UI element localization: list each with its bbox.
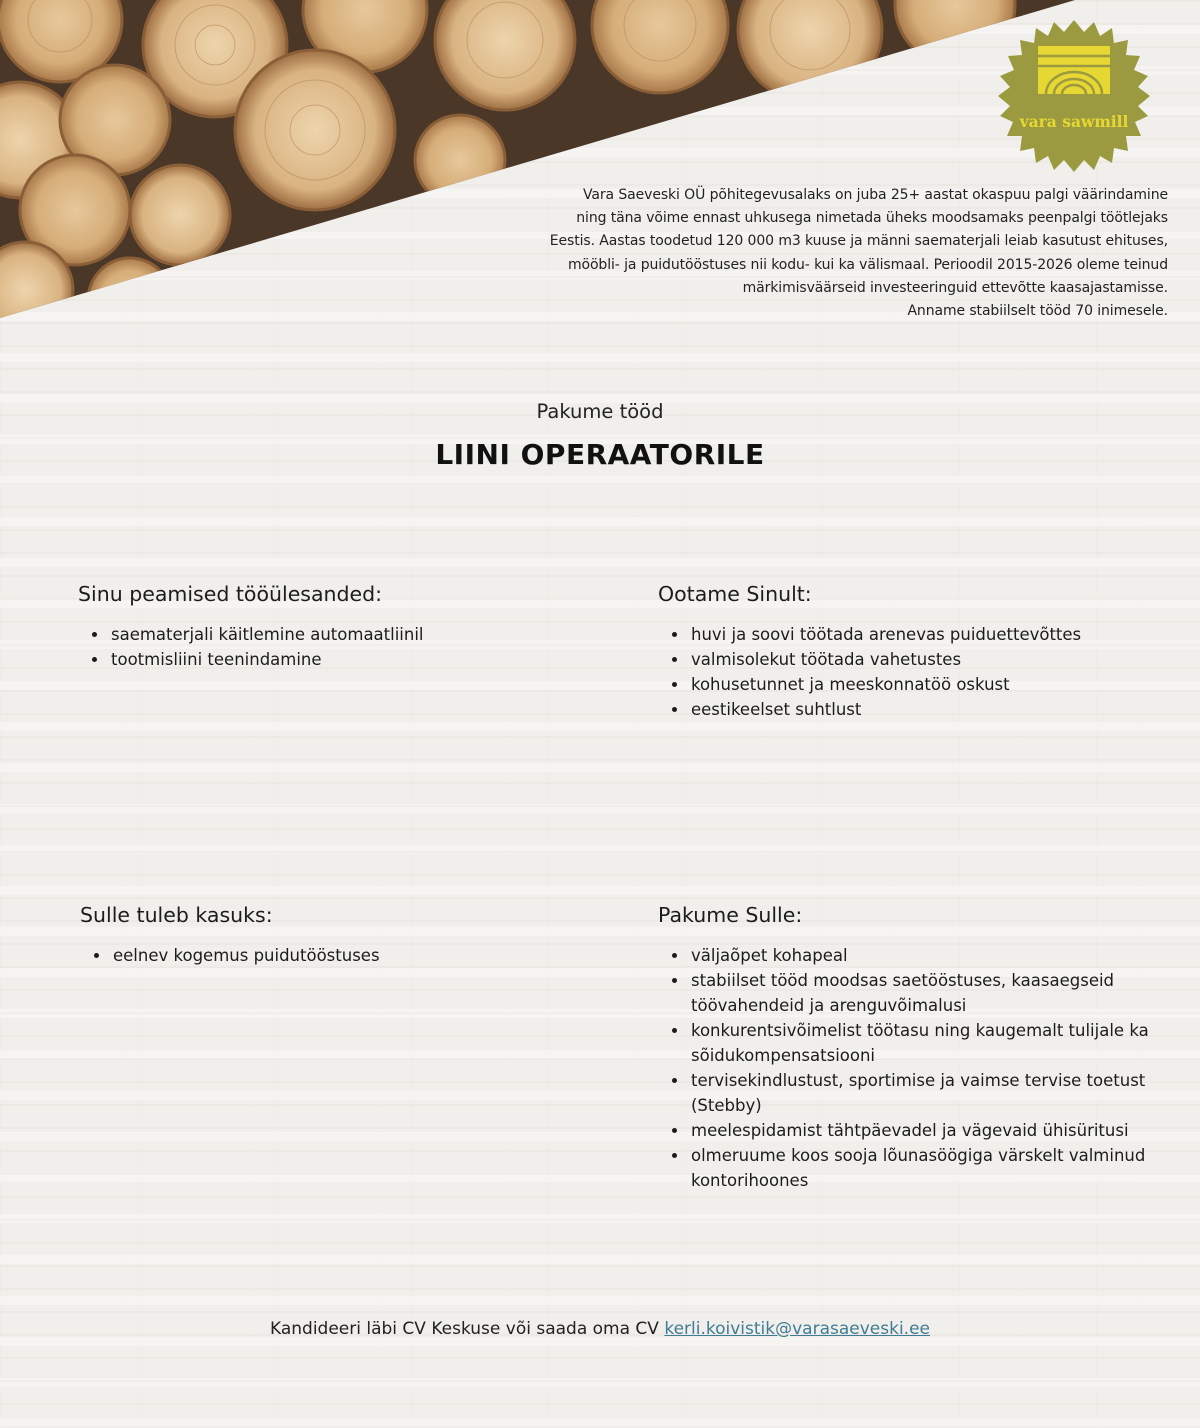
intro-line: Eestis. Aastas toodetud 120 000 m3 kuuse ja männi saematerjali leiab kasutust ehituses,	[549, 233, 1168, 250]
intro-line: mööbli- ja puidutööstuses nii kodu- kui ka välismaal. Perioodil 2015-2026 oleme teinud	[567, 256, 1168, 273]
list-item: • huvi ja soovi töötada arenevas puiduettevõttes	[689, 622, 1168, 647]
section-expectations	[658, 582, 1168, 722]
tasks-list	[78, 622, 598, 672]
apply-footer	[0, 1319, 1200, 1339]
intro-line: märkimisväärseid investeeringuid ettevõtte kaasajastamisse.	[742, 279, 1168, 296]
section-tasks	[78, 582, 598, 672]
headline-kicker: Pakume tööd	[536, 400, 664, 423]
apply-text: Kandideeri läbi CV Keskuse või saada oma CV	[269, 1319, 665, 1339]
list-item: • kohusetunnet ja meeskonnatöö oskust	[689, 672, 1168, 697]
list-item: • eelnev kogemus puidutööstuses	[111, 943, 600, 968]
list-item: • stabiilset tööd moodsas saetööstuses, kaasaegseid töövahendeid ja arenguvõimalusi	[689, 968, 1168, 1018]
list-item: • tootmisliini teenindamine	[109, 647, 598, 672]
list-item: • väljaõpet kohapeal	[689, 943, 1168, 968]
intro-line: ning täna võime ennast uhkusega nimetada üheks moodsamaks peenpalgi töötlejaks	[576, 210, 1168, 227]
logo-text: vara sawmill	[1019, 112, 1129, 131]
section-heading: Ootame Sinult:	[658, 582, 812, 606]
list-item: • saematerjali käitlemine automaatliinil	[109, 622, 598, 647]
job-title: LIINI OPERAATORILE	[435, 438, 765, 471]
intro-line: Vara Saeveski OÜ põhitegevusalaks on juba 25+ aastat okaspuu palgi väärindamine	[583, 187, 1168, 203]
list-item: • meelespidamist tähtpäevadel ja vägevaid ühisüritusi	[689, 1118, 1168, 1143]
section-advantages	[80, 903, 600, 968]
section-offer	[658, 903, 1168, 1193]
list-item: • valmisolekut töötada vahetustes	[689, 647, 1168, 672]
list-item: • olmeruume koos sooja lõunasöögiga värskelt valminud kontorihoones	[689, 1143, 1168, 1193]
advantages-list	[80, 943, 600, 968]
list-item: • konkurentsivõimelist töötasu ning kaugemalt tulijale ka sõidukompensatsiooni	[689, 1018, 1168, 1068]
section-heading: Sulle tuleb kasuks:	[80, 903, 273, 927]
vara-sawmill-logo	[994, 18, 1154, 178]
email-link[interactable]: kerli.koivistik@varasaeveski.ee	[664, 1319, 931, 1339]
section-heading: Pakume Sulle:	[658, 903, 803, 927]
offer-list	[658, 943, 1168, 1193]
intro-line: Anname stabiilselt tööd 70 inimesele.	[907, 303, 1168, 320]
company-intro	[488, 184, 1168, 323]
list-item: • tervisekindlustust, sportimise ja vaimse tervise toetust (Stebby)	[689, 1068, 1168, 1118]
list-item: • eestikeelset suhtlust	[689, 697, 1168, 722]
section-heading: Sinu peamised tööülesanded:	[78, 582, 383, 606]
expectations-list	[658, 622, 1168, 722]
